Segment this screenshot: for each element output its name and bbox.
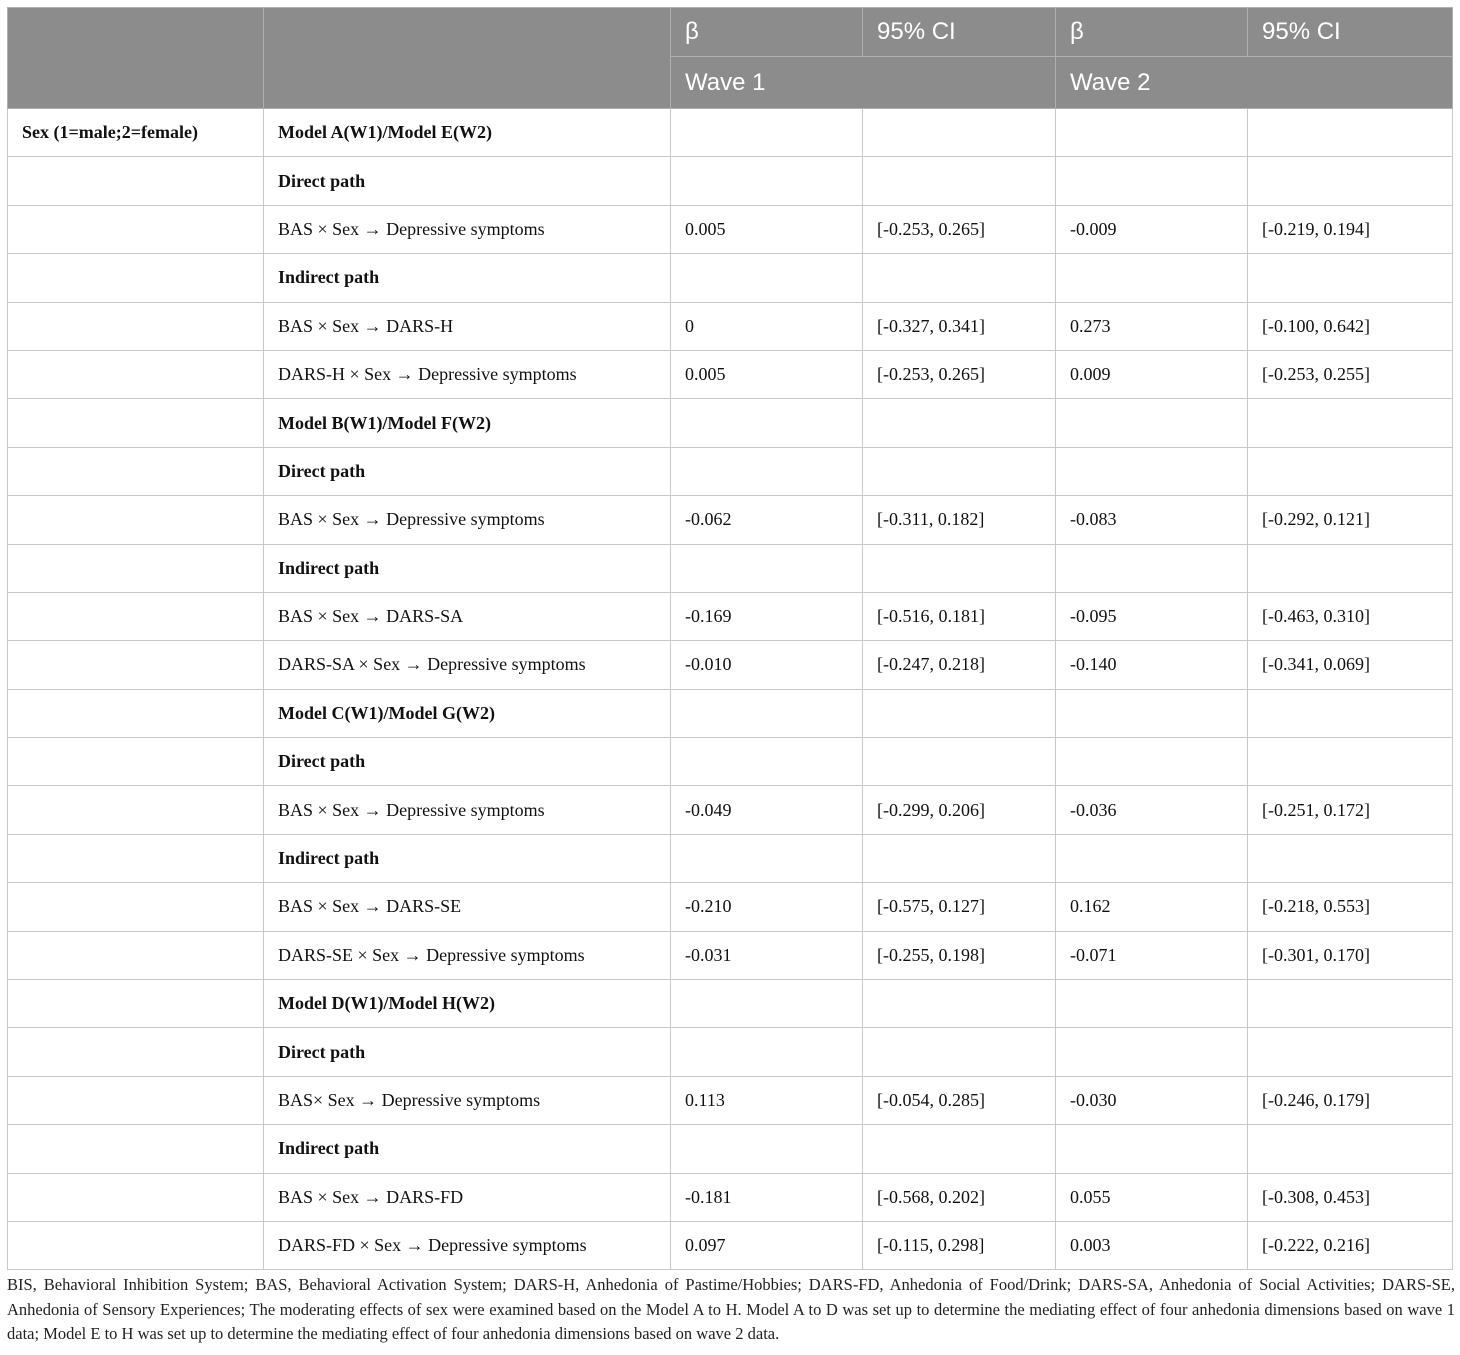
ci-wave2-cell xyxy=(1248,1028,1453,1076)
beta-wave1-cell xyxy=(671,738,863,786)
ci-wave1-cell xyxy=(863,399,1056,447)
moderator-cell xyxy=(8,592,264,640)
table-row xyxy=(8,1221,1453,1269)
table-row xyxy=(8,641,1453,689)
header-ci-wave2: 95% CI xyxy=(1248,8,1453,57)
path-label-cell: Indirect path xyxy=(264,254,671,302)
header-wave2: Wave 2 xyxy=(1056,57,1453,109)
path-label-cell: Model D(W1)/Model H(W2) xyxy=(264,980,671,1028)
beta-wave1-cell xyxy=(671,834,863,882)
path-label-cell: Indirect path xyxy=(264,544,671,592)
beta-wave1-cell: 0.097 xyxy=(671,1221,863,1269)
beta-wave2-cell xyxy=(1056,834,1248,882)
path-label-cell: BAS× Sex → Depressive symptoms xyxy=(264,1076,671,1124)
ci-wave2-cell: [-0.463, 0.310] xyxy=(1248,592,1453,640)
path-label-cell: Indirect path xyxy=(264,1125,671,1173)
beta-wave1-cell: 0.005 xyxy=(671,205,863,253)
ci-wave1-cell xyxy=(863,1028,1056,1076)
beta-wave2-cell xyxy=(1056,447,1248,495)
beta-wave2-cell: -0.030 xyxy=(1056,1076,1248,1124)
ci-wave2-cell xyxy=(1248,1125,1453,1173)
moderator-cell xyxy=(8,1076,264,1124)
ci-wave2-cell xyxy=(1248,834,1453,882)
table-body xyxy=(8,109,1453,1270)
ci-wave2-cell: [-0.100, 0.642] xyxy=(1248,302,1453,350)
beta-wave1-cell xyxy=(671,1125,863,1173)
beta-wave2-cell: -0.009 xyxy=(1056,205,1248,253)
moderator-cell xyxy=(8,350,264,398)
beta-wave1-cell: 0 xyxy=(671,302,863,350)
path-label-cell: Direct path xyxy=(264,447,671,495)
beta-wave2-cell: 0.009 xyxy=(1056,350,1248,398)
path-label-cell: Model C(W1)/Model G(W2) xyxy=(264,689,671,737)
table-row xyxy=(8,1028,1453,1076)
path-label-cell: BAS × Sex → DARS-SE xyxy=(264,883,671,931)
beta-wave1-cell: 0.113 xyxy=(671,1076,863,1124)
ci-wave1-cell xyxy=(863,447,1056,495)
table-row xyxy=(8,254,1453,302)
table-row xyxy=(8,1125,1453,1173)
ci-wave2-cell xyxy=(1248,980,1453,1028)
table-row xyxy=(8,834,1453,882)
ci-wave2-cell xyxy=(1248,109,1453,157)
beta-wave1-cell xyxy=(671,254,863,302)
moderator-cell xyxy=(8,399,264,447)
ci-wave1-cell: [-0.255, 0.198] xyxy=(863,931,1056,979)
beta-wave1-cell xyxy=(671,399,863,447)
moderator-cell xyxy=(8,302,264,350)
ci-wave1-cell: [-0.516, 0.181] xyxy=(863,592,1056,640)
path-label-cell: DARS-SE × Sex → Depressive symptoms xyxy=(264,931,671,979)
ci-wave1-cell: [-0.575, 0.127] xyxy=(863,883,1056,931)
ci-wave2-cell: [-0.246, 0.179] xyxy=(1248,1076,1453,1124)
path-label-cell: BAS × Sex → Depressive symptoms xyxy=(264,786,671,834)
path-label-cell: Direct path xyxy=(264,157,671,205)
ci-wave2-cell xyxy=(1248,689,1453,737)
beta-wave2-cell xyxy=(1056,1125,1248,1173)
beta-wave2-cell xyxy=(1056,980,1248,1028)
ci-wave2-cell: [-0.251, 0.172] xyxy=(1248,786,1453,834)
header-empty-cell-2 xyxy=(264,8,671,109)
path-label-cell: DARS-SA × Sex → Depressive symptoms xyxy=(264,641,671,689)
ci-wave1-cell: [-0.247, 0.218] xyxy=(863,641,1056,689)
beta-wave2-cell: 0.055 xyxy=(1056,1173,1248,1221)
beta-wave1-cell xyxy=(671,447,863,495)
beta-wave1-cell: -0.010 xyxy=(671,641,863,689)
header-empty-cell-1 xyxy=(8,8,264,109)
ci-wave1-cell: [-0.253, 0.265] xyxy=(863,350,1056,398)
beta-wave2-cell xyxy=(1056,544,1248,592)
ci-wave2-cell xyxy=(1248,544,1453,592)
moderator-cell xyxy=(8,1125,264,1173)
moderation-results-table xyxy=(7,7,1453,1270)
ci-wave1-cell: [-0.327, 0.341] xyxy=(863,302,1056,350)
ci-wave1-cell: [-0.299, 0.206] xyxy=(863,786,1056,834)
beta-wave1-cell: 0.005 xyxy=(671,350,863,398)
ci-wave1-cell xyxy=(863,689,1056,737)
table-row xyxy=(8,592,1453,640)
ci-wave2-cell: [-0.218, 0.553] xyxy=(1248,883,1453,931)
path-label-cell: BAS × Sex → DARS-H xyxy=(264,302,671,350)
table-footnote: BIS, Behavioral Inhibition System; BAS, Behavioral Activation System; DARS-H, Anhedonia of Pastime/Hobbies; DARS-FD, Anhedonia of Food/Drink; DARS-SA, Anhedonia of Social Activities; DARS-SE, Anhedonia of Sensory Experiences; The moderating effects of sex were examined based on the Model A to H. Model A to D was set up to determine the mediating effect of four anhedonia dimensions based on wave 1 data; Model E to H was set up to determine the mediating effect of four anhedonia dimensions based on wave 2 data. xyxy=(7,1275,1455,1343)
ci-wave2-cell xyxy=(1248,254,1453,302)
ci-wave1-cell: [-0.568, 0.202] xyxy=(863,1173,1056,1221)
path-label-cell: BAS × Sex → Depressive symptoms xyxy=(264,205,671,253)
path-label-cell: BAS × Sex → DARS-FD xyxy=(264,1173,671,1221)
beta-wave1-cell xyxy=(671,544,863,592)
ci-wave1-cell: [-0.115, 0.298] xyxy=(863,1221,1056,1269)
header-beta-wave2: β xyxy=(1056,8,1248,57)
beta-wave1-cell xyxy=(671,109,863,157)
table-header xyxy=(8,8,1453,109)
ci-wave1-cell: [-0.054, 0.285] xyxy=(863,1076,1056,1124)
ci-wave2-cell xyxy=(1248,399,1453,447)
ci-wave1-cell xyxy=(863,1125,1056,1173)
ci-wave2-cell: [-0.292, 0.121] xyxy=(1248,496,1453,544)
beta-wave1-cell: -0.049 xyxy=(671,786,863,834)
moderator-cell xyxy=(8,980,264,1028)
beta-wave2-cell: 0.162 xyxy=(1056,883,1248,931)
path-label-cell: Indirect path xyxy=(264,834,671,882)
ci-wave1-cell xyxy=(863,254,1056,302)
beta-wave2-cell xyxy=(1056,1028,1248,1076)
path-label-cell: DARS-H × Sex → Depressive symptoms xyxy=(264,350,671,398)
ci-wave2-cell: [-0.301, 0.170] xyxy=(1248,931,1453,979)
path-label-cell: Model A(W1)/Model E(W2) xyxy=(264,109,671,157)
path-label-cell: Model B(W1)/Model F(W2) xyxy=(264,399,671,447)
path-label-cell: DARS-FD × Sex → Depressive symptoms xyxy=(264,1221,671,1269)
table-row xyxy=(8,157,1453,205)
path-label-cell: BAS × Sex → DARS-SA xyxy=(264,592,671,640)
beta-wave1-cell: -0.210 xyxy=(671,883,863,931)
moderator-cell xyxy=(8,157,264,205)
path-label-cell: Direct path xyxy=(264,738,671,786)
ci-wave1-cell xyxy=(863,980,1056,1028)
ci-wave1-cell xyxy=(863,544,1056,592)
ci-wave2-cell xyxy=(1248,447,1453,495)
beta-wave1-cell xyxy=(671,157,863,205)
path-label-cell: BAS × Sex → Depressive symptoms xyxy=(264,496,671,544)
beta-wave2-cell xyxy=(1056,254,1248,302)
moderator-cell xyxy=(8,689,264,737)
beta-wave1-cell: -0.031 xyxy=(671,931,863,979)
header-ci-wave1: 95% CI xyxy=(863,8,1056,57)
path-label-cell: Direct path xyxy=(264,1028,671,1076)
ci-wave2-cell xyxy=(1248,738,1453,786)
moderator-cell xyxy=(8,447,264,495)
moderator-cell xyxy=(8,738,264,786)
results-table-container xyxy=(7,7,1452,1270)
table-row xyxy=(8,931,1453,979)
beta-wave2-cell xyxy=(1056,689,1248,737)
moderator-cell xyxy=(8,1173,264,1221)
ci-wave2-cell: [-0.219, 0.194] xyxy=(1248,205,1453,253)
beta-wave2-cell xyxy=(1056,157,1248,205)
table-row xyxy=(8,980,1453,1028)
moderator-cell xyxy=(8,786,264,834)
table-row xyxy=(8,883,1453,931)
ci-wave1-cell: [-0.311, 0.182] xyxy=(863,496,1056,544)
moderator-cell xyxy=(8,834,264,882)
ci-wave1-cell xyxy=(863,738,1056,786)
ci-wave2-cell: [-0.253, 0.255] xyxy=(1248,350,1453,398)
table-row xyxy=(8,302,1453,350)
moderator-cell xyxy=(8,1221,264,1269)
table-row xyxy=(8,544,1453,592)
moderator-cell xyxy=(8,544,264,592)
moderator-cell xyxy=(8,1028,264,1076)
table-row xyxy=(8,109,1453,157)
table-row xyxy=(8,447,1453,495)
ci-wave1-cell xyxy=(863,109,1056,157)
beta-wave2-cell: -0.095 xyxy=(1056,592,1248,640)
header-beta-wave1: β xyxy=(671,8,863,57)
beta-wave1-cell xyxy=(671,689,863,737)
beta-wave2-cell: -0.071 xyxy=(1056,931,1248,979)
table-row xyxy=(8,350,1453,398)
table-row xyxy=(8,689,1453,737)
beta-wave2-cell xyxy=(1056,738,1248,786)
table-row xyxy=(8,399,1453,447)
table-row xyxy=(8,496,1453,544)
moderator-cell xyxy=(8,496,264,544)
moderator-cell xyxy=(8,205,264,253)
ci-wave2-cell: [-0.341, 0.069] xyxy=(1248,641,1453,689)
table-row xyxy=(8,1076,1453,1124)
ci-wave2-cell xyxy=(1248,157,1453,205)
header-row-1 xyxy=(8,8,1453,57)
beta-wave1-cell: -0.181 xyxy=(671,1173,863,1221)
beta-wave2-cell xyxy=(1056,109,1248,157)
beta-wave2-cell xyxy=(1056,399,1248,447)
table-row xyxy=(8,205,1453,253)
beta-wave1-cell xyxy=(671,1028,863,1076)
beta-wave2-cell: -0.140 xyxy=(1056,641,1248,689)
ci-wave1-cell xyxy=(863,834,1056,882)
moderator-cell xyxy=(8,883,264,931)
table-row xyxy=(8,738,1453,786)
moderator-cell xyxy=(8,641,264,689)
ci-wave2-cell: [-0.308, 0.453] xyxy=(1248,1173,1453,1221)
beta-wave1-cell: -0.169 xyxy=(671,592,863,640)
beta-wave1-cell xyxy=(671,980,863,1028)
moderator-cell: Sex (1=male;2=female) xyxy=(8,109,264,157)
beta-wave2-cell: 0.003 xyxy=(1056,1221,1248,1269)
beta-wave2-cell: -0.083 xyxy=(1056,496,1248,544)
beta-wave2-cell: -0.036 xyxy=(1056,786,1248,834)
ci-wave1-cell xyxy=(863,157,1056,205)
table-row xyxy=(8,786,1453,834)
beta-wave1-cell: -0.062 xyxy=(671,496,863,544)
ci-wave1-cell: [-0.253, 0.265] xyxy=(863,205,1056,253)
beta-wave2-cell: 0.273 xyxy=(1056,302,1248,350)
header-wave1: Wave 1 xyxy=(671,57,1056,109)
moderator-cell xyxy=(8,254,264,302)
moderator-cell xyxy=(8,931,264,979)
ci-wave2-cell: [-0.222, 0.216] xyxy=(1248,1221,1453,1269)
table-row xyxy=(8,1173,1453,1221)
